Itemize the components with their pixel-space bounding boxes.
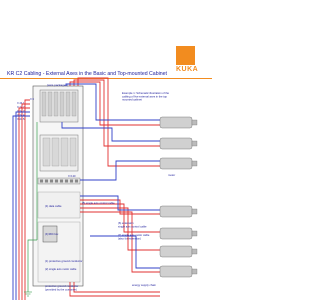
x-tag-top: X 6 xyxy=(30,98,34,101)
page-title: KR C2 Cabling - External Axes in the Basic and Top-mounted Cabinet xyxy=(7,71,167,77)
customer-ground-label xyxy=(45,284,79,291)
x-tag: X 24.2 xyxy=(17,106,25,109)
x-tag: X 24.1 xyxy=(17,102,25,105)
example-note xyxy=(122,91,170,102)
axis-packages-label: (axis packages) xyxy=(47,83,69,87)
motor-label: motor xyxy=(168,173,176,177)
extension-motor-cable-label xyxy=(118,233,150,240)
rdc-box-label: (3) RDC box xyxy=(45,233,59,236)
data-cable-label: (4) data cable xyxy=(45,205,62,208)
motor-icon xyxy=(160,138,197,149)
extension-control-cable-label xyxy=(118,221,147,228)
energy-supply-chain-label: energy supply chain xyxy=(132,284,156,287)
svg-text:protective ground conductor: protective ground conductor (provided by the customer) xyxy=(45,285,79,292)
svg-text:(7) single axis motor cable: (7) single axis motor cable (also for extension) xyxy=(118,234,150,241)
single-axis-control-cable-label: (5) single axis control cable xyxy=(82,202,115,205)
x-tag: X 24.5 xyxy=(17,118,25,121)
single-axis-motor-cable-label: (2) single axis motor cable xyxy=(45,268,77,271)
svg-text:(6) extension single a: (6) extension single axis control cable xyxy=(118,222,147,229)
svg-text:Example 1: Schematic illustrat: Example 1: Schematic illustration of the cabling of five external axes in the top mounted cabinet xyxy=(122,92,170,102)
x-tag: X 24.3 xyxy=(17,110,25,113)
motor-icon xyxy=(160,117,197,128)
motor-icon xyxy=(160,158,197,169)
rdc-box-icon xyxy=(43,226,59,242)
motor-icon xyxy=(160,206,197,217)
motor-icon xyxy=(160,266,197,277)
kuka-logo-text: KUKA xyxy=(176,66,199,73)
x-tag-mid: X 6.20 xyxy=(68,175,76,178)
x-tag: X 24.4 xyxy=(17,114,25,117)
motor-icon xyxy=(160,246,197,257)
cabinet-icon xyxy=(33,86,83,286)
protective-ground-label: (1) protective ground conductor xyxy=(45,260,83,263)
motor-icon xyxy=(160,228,197,239)
